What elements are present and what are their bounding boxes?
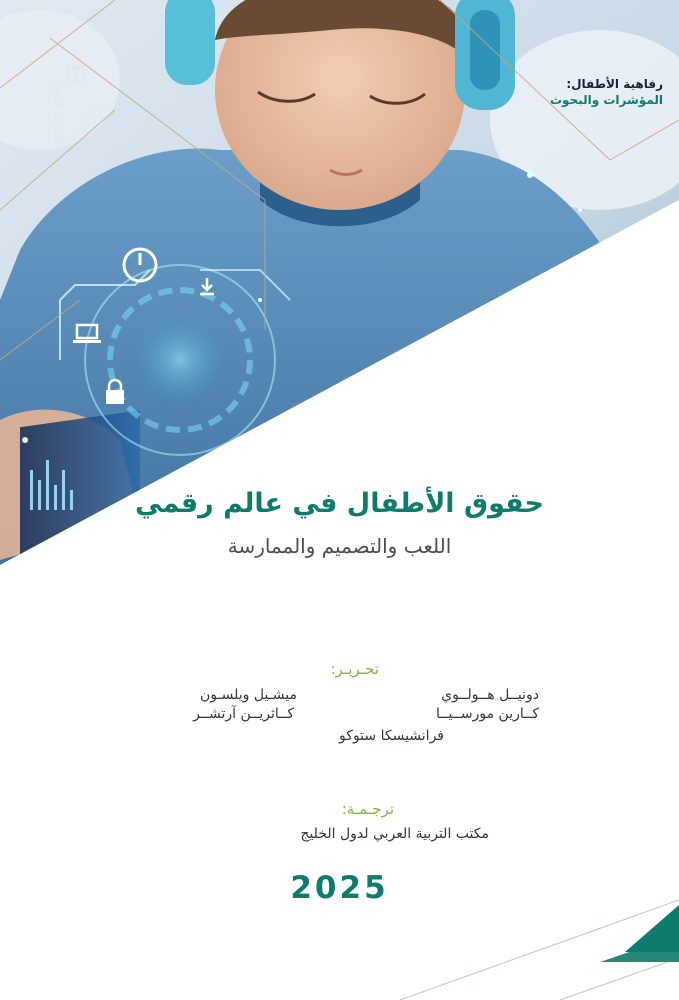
editors-label: تحـريـر: [330, 660, 379, 678]
laptop-icon [72, 322, 102, 346]
website-url: ABEGS.ORG [54, 81, 65, 150]
power-icon [120, 245, 160, 285]
series-line-1: رفاهية الأطفال: [566, 77, 663, 91]
book-subtitle: اللعب والتصميم والممارسة [227, 534, 452, 558]
translation-label: ترجـمـة: [341, 800, 394, 818]
publication-year: 2025 [290, 870, 389, 906]
editor-name: ميشـيل ويلسـون [200, 687, 297, 703]
editor-name: كــارين مورســيــا [435, 706, 539, 722]
translator-name: مكتب التربية العربي لدول الخليج [300, 826, 489, 842]
series-line-2: المؤشرات والبحوث [549, 93, 663, 107]
download-icon [195, 275, 219, 299]
editor-name: كــاثريــن آرتشــر [193, 706, 294, 722]
book-logo-icon [66, 64, 86, 84]
editor-name: فرانشيسكا ستوكو [339, 728, 444, 744]
series-label [550, 76, 663, 108]
lock-icon [103, 378, 127, 406]
book-title: حقوق الأطفال في عالم رقمي [135, 488, 544, 519]
editor-name: دونيــل هــولــوي [441, 687, 539, 703]
